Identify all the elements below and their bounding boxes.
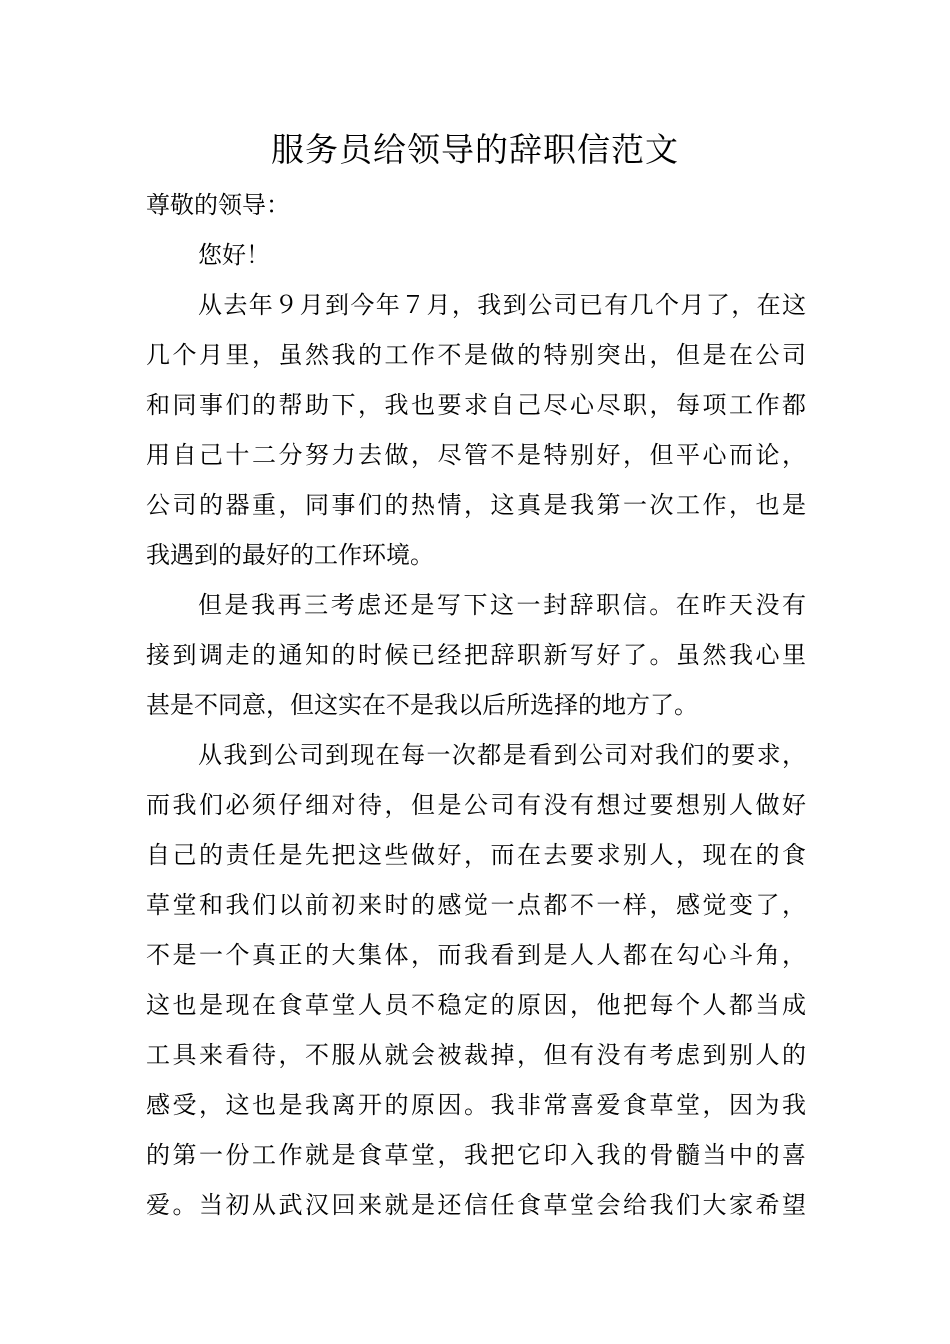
paragraph-3-line-3: 自己的责任是先把这些做好，而在去要求别人，现在的食 [146,841,806,869]
document-body [146,180,806,1230]
paragraph-3-line-10: 爱。当初从武汉回来就是还信任食草堂会给我们大家希望 [146,1191,806,1219]
paragraph-3-line-4: 草堂和我们以前初来时的感觉一点都不一样，感觉变了， [146,891,806,919]
paragraph-2-line-2: 接到调走的通知的时候已经把辞职新写好了。虽然我心里 [146,641,806,669]
paragraph-1-line-3: 和同事们的帮助下，我也要求自己尽心尽职，每项工作都 [146,391,806,419]
paragraph-1-line-6: 我遇到的最好的工作环境。 [146,541,434,569]
paragraph-2-line-1: 但是我再三考虑还是写下这一封辞职信。在昨天没有 [198,591,806,619]
greeting: 您好！ [198,241,270,269]
paragraph-3-line-6: 这也是现在食草堂人员不稳定的原因，他把每个人都当成 [146,991,806,1019]
salutation: 尊敬的领导： [146,191,290,219]
paragraph-1-line-1: 从去年９月到今年７月，我到公司已有几个月了，在这 [198,291,806,319]
paragraph-3-line-7: 工具来看待，不服从就会被裁掉，但有没有考虑到别人的 [146,1041,806,1069]
paragraph-3-line-9: 的第一份工作就是食草堂，我把它印入我的骨髓当中的喜 [146,1141,806,1169]
paragraph-3-line-2: 而我们必须仔细对待，但是公司有没有想过要想别人做好 [146,791,806,819]
paragraph-3-line-5: 不是一个真正的大集体，而我看到是人人都在勾心斗角， [146,941,806,969]
paragraph-1-line-2: 几个月里，虽然我的工作不是做的特别突出，但是在公司 [146,341,806,369]
paragraph-3-line-8: 感受，这也是我离开的原因。我非常喜爱食草堂，因为我 [146,1091,806,1119]
document-title: 服务员给领导的辞职信范文 [271,130,679,169]
paragraph-1-line-5: 公司的器重，同事们的热情，这真是我第一次工作，也是 [146,491,806,519]
paragraph-2-line-3: 甚是不同意，但这实在不是我以后所选择的地方了。 [146,691,698,719]
paragraph-3-line-1: 从我到公司到现在每一次都是看到公司对我们的要求， [198,741,806,769]
paragraph-1-line-4: 用自己十二分努力去做，尽管不是特别好，但平心而论， [146,441,806,469]
